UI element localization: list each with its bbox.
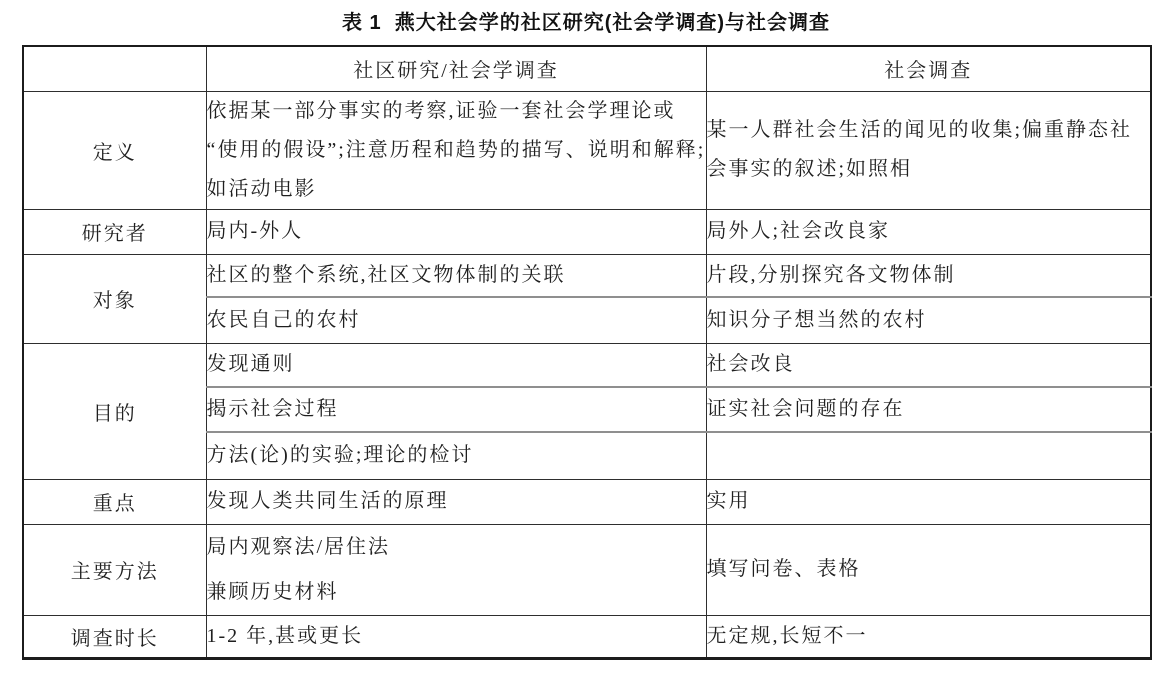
- table-row-researcher: [23, 209, 1151, 254]
- table-row-duration: [23, 615, 1151, 658]
- definition-survey-cell: 某一人群社会生活的闻见的收集;偏重静态社会事实的叙述;如照相: [706, 91, 1151, 209]
- table-caption: 表 1 燕大社会学的社区研究(社会学调查)与社会调查: [341, 12, 831, 34]
- object-survey-cell-1: 片段,分别探究各文物体制: [706, 254, 1151, 297]
- purpose-community-cell-2: 揭示社会过程: [206, 387, 706, 432]
- table-row-object-1: [23, 254, 1151, 297]
- purpose-community-cell-3: 方法(论)的实验;理论的检讨: [206, 432, 706, 479]
- method-community-line-2: 兼顾历史材料: [206, 580, 339, 603]
- researcher-survey-cell: 局外人;社会改良家: [706, 209, 1151, 254]
- method-community-cell: [206, 524, 706, 615]
- definition-community-cell: 依据某一部分事实的考察,证验一套社会学理论或“使用的假设”;注意历程和趋势的描写、说明和解释;如活动电影: [206, 91, 706, 209]
- comparison-table: [22, 45, 1152, 660]
- method-survey-cell: 填写问卷、表格: [706, 524, 1151, 615]
- header-corner-cell: [23, 46, 206, 91]
- row-label-duration: 调查时长: [23, 615, 206, 658]
- purpose-survey-cell-2: 证实社会问题的存在: [706, 387, 1151, 432]
- purpose-community-cell-1: 发现通则: [206, 343, 706, 387]
- header-row: [23, 46, 1151, 91]
- table-row-focus: [23, 479, 1151, 524]
- method-community-line-1: 局内观察法/居住法: [206, 535, 391, 558]
- duration-community-cell: 1-2 年,甚或更长: [206, 615, 706, 658]
- row-label-focus: 重点: [23, 479, 206, 524]
- table-row-purpose-1: [23, 343, 1151, 387]
- table-row-main-method: [23, 524, 1151, 615]
- object-community-cell-1: 社区的整个系统,社区文物体制的关联: [206, 254, 706, 297]
- researcher-community-cell: 局内-外人: [206, 209, 706, 254]
- row-label-main-method: 主要方法: [23, 524, 206, 615]
- focus-survey-cell: 实用: [706, 479, 1151, 524]
- table-row-definition: [23, 91, 1151, 209]
- header-social-survey: 社会调查: [706, 46, 1151, 91]
- focus-community-cell: 发现人类共同生活的原理: [206, 479, 706, 524]
- row-label-researcher: 研究者: [23, 209, 206, 254]
- row-label-purpose: 目的: [23, 343, 206, 479]
- row-label-definition: 定义: [23, 91, 206, 209]
- header-community-research: 社区研究/社会学调查: [206, 46, 706, 91]
- row-label-object: 对象: [23, 254, 206, 343]
- purpose-survey-cell-3: [706, 432, 1151, 479]
- object-survey-cell-2: 知识分子想当然的农村: [706, 297, 1151, 343]
- object-community-cell-2: 农民自己的农村: [206, 297, 706, 343]
- duration-survey-cell: 无定规,长短不一: [706, 615, 1151, 658]
- purpose-survey-cell-1: 社会改良: [706, 343, 1151, 387]
